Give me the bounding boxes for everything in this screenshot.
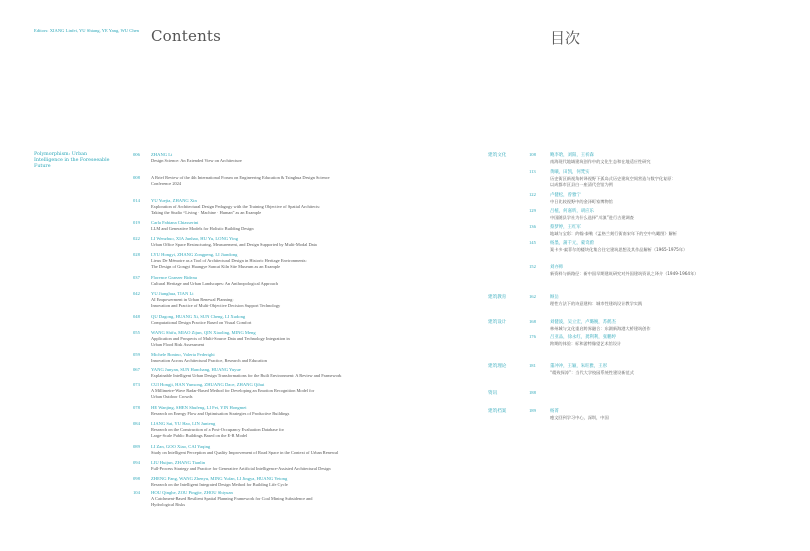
entry-title: A Brief Review of the 4th International Forum on Engineering Education & Tsinghua Design Science <box>151 175 330 180</box>
entry-authors: 鲍李晗，刘阳，王祈森 <box>550 153 594 158</box>
entry-page-number: 067 <box>133 367 140 372</box>
entry-authors: Florence Graezer Bideau <box>151 275 197 280</box>
entry-title: Urban Outdoor Crowds <box>151 393 193 399</box>
entry-title: Lieux De Mémoire as a Tool of Architectural Design in Historic Heritage Environments: <box>151 258 307 263</box>
entry-page-number: 181 <box>529 363 536 368</box>
entry-title: 中国随县学社为什么选择“川滇”进行古建调查 <box>550 214 634 220</box>
entry-title: LLM and Generative Models for Holistic Building Design <box>151 226 254 231</box>
entry-page-number: 084 <box>133 421 140 426</box>
entry-authors: YANG Junyan, SUN Hanchang, HUANG Yuyue <box>151 367 241 372</box>
entry-category: 建筑文化 <box>488 153 507 158</box>
entry-page-number: 037 <box>133 275 140 280</box>
page-title-zh: 目次 <box>550 29 581 47</box>
entry-page-number: 168 <box>529 319 536 324</box>
entry-authors: 刘亦师 <box>550 265 564 270</box>
entry-page-number: 055 <box>133 330 140 335</box>
entry-page-number: 019 <box>133 220 140 225</box>
entry-page-number: 089 <box>133 444 140 449</box>
entry-title: Explainable Intelligent Urban Design Transformations for the Built Environment: A Review and Framework <box>151 373 342 378</box>
entry-page-number: 073 <box>133 382 140 387</box>
entry-authors: 杨菁 <box>550 409 559 414</box>
entry-authors: LI Zan, GOO Xiao, CAI Yaqing <box>151 444 211 449</box>
entry-page-number: 145 <box>529 240 536 245</box>
entry-authors: WANG Shifu, MIAO Zijun, QIN Xiaoling, MING Meng <box>151 330 256 335</box>
entry-authors: LIANG Sai, YU Hao, LIN Junteng <box>151 421 216 426</box>
entry-category: 建筑档案 <box>488 409 507 414</box>
section-title-en: Polymorphism: Urban Intelligence in the Foreseeable Future <box>34 152 110 170</box>
entry-page-number: 108 <box>529 152 536 157</box>
entry-authors: CUI Hongji, HAN Yunsong, ZHUANG Dace, ZHANG Qihui <box>151 382 265 387</box>
entry-title: 跨期的体验：标和游特像望艺术馆设计 <box>550 340 622 346</box>
entry-page-number: 162 <box>529 294 536 299</box>
entry-page-number: 094 <box>133 460 140 465</box>
entry-authors: Carla Fabiana Chiasserini <box>151 220 199 225</box>
entry-title: Research on Energy Flow and Optimisation Strategies of Productive Buildings <box>151 411 290 416</box>
entry-authors: 蔡梦婷，王红军 <box>550 225 581 230</box>
entry-authors: 顾岳 <box>550 295 559 300</box>
entry-title: Design Science: An Extended View on Architecture <box>151 158 242 163</box>
entry-authors: ZHENG Fang, WANG Zhenyu, MING Yufan, LI Jingya, HUANG Yetong <box>151 476 288 481</box>
entry-page-number: 113 <box>529 169 536 174</box>
entry-title: 南海现代地域建筑创作中的文化生态和在地适应性研究 <box>550 158 651 164</box>
entry-category: 建筑设计 <box>488 320 507 325</box>
entry-title: Innovation Across Architectural Practice, Research and Education <box>151 358 267 363</box>
entry-title: 以成都市区县白一座清代会馆为例 <box>550 181 613 187</box>
entry-title: Research on the Construction of a Post-Occupancy Evaluation Database for <box>151 427 285 432</box>
entry-title: Hydrological Risks <box>151 501 186 507</box>
entry-title: Exploration of Architectural Design Pedagogy with the Training Objective of Spatial Architects: <box>151 204 321 209</box>
entry-title: 历史街区新视角转译视野下孤岛式历史建筑空间营造与数字化复原： <box>550 175 676 181</box>
entry-page-number: 129 <box>529 208 536 213</box>
entry-authors: ZHANG Li <box>151 152 173 157</box>
entry-authors: YU Jianghua, TIAN Li <box>151 291 194 296</box>
entry-title: Conference 2024 <box>151 180 182 186</box>
entry-authors: 刘健波，吴立宏，卢璐婉，苏鹤杰 <box>550 320 616 325</box>
page-title-en: Contents <box>151 27 222 45</box>
entry-authors: 吕植，何嘉昕，胡应乐 <box>550 209 594 214</box>
entry-title: Urban Flood Risk Assessment <box>151 341 205 347</box>
entry-title: 地域与宝彩：约翰·泰勒《孟格兰刻行街南宋年下的空中鸟瞰图》解析 <box>550 230 677 236</box>
entry-title: Research on the Intelligent Integrated Design Method for Building Life Cycle <box>151 482 288 487</box>
entry-page-number: 059 <box>133 352 140 357</box>
entry-authors: QU Dagong, HUANG Xi, SUN Cheng, LI Xudong <box>151 314 246 319</box>
entry-title: 理性方法下的诗意建构：城市性建筑设计教学实践 <box>550 300 643 306</box>
entry-title: “精致探涛”：当代大学校园系统性建设新范式 <box>550 369 634 375</box>
entry-title: Innovation and Practice of Multi-Objective Decision Support Technology <box>151 302 281 308</box>
entry-category: 建筑理论 <box>488 364 507 369</box>
entry-authors: YU Yuejia, ZHANG Xin <box>151 198 197 203</box>
entry-authors: 杨墨，蒲千元，蒙奇蔚 <box>550 241 594 246</box>
entry-page-number: 152 <box>529 264 536 269</box>
entry-page-number: 136 <box>529 224 536 229</box>
entry-authors: LI Wenzhuo, XIA Junhao, HU Yu, LONG Ying <box>151 236 238 241</box>
entry-page-number: 176 <box>529 334 536 339</box>
entry-title: Large-Scale Public Buildings Based on the E-R Model <box>151 432 248 438</box>
entry-title: 新资料与新路径：新中国早期建筑研究对外国建筑资讯之译介（1949-1964年） <box>550 270 699 276</box>
editors-line: Editors: XIANG Linfei, YU Shiang, YE Yang, WU Chen <box>34 28 139 33</box>
entry-category: 建筑教育 <box>488 295 507 300</box>
entry-title: AI Empowerment in Urban Renewal Planning: <box>151 297 234 302</box>
entry-title: 中日比较视野中的金泽町家博物馆 <box>550 198 613 204</box>
entry-page-number: 189 <box>529 408 536 413</box>
entry-page-number: 028 <box>133 252 140 257</box>
entry-authors: 吕亚品，徐永红，龚利利，张鹏婷 <box>550 335 616 340</box>
entry-title: Study on Intelligent Perception and Quality Improvement of Road Space in the Context of Urban Renewal <box>151 450 339 455</box>
entry-page-number: 042 <box>133 291 140 296</box>
entry-authors: 卢健松，曾雅宁 <box>550 193 581 198</box>
entry-title: 案卡多·索菲尔的楼块化集合住宅建筑思想及其作品解析（1965-1975年） <box>550 246 688 252</box>
entry-title: Computational Design Practice Based on Visual Comfort <box>151 320 252 325</box>
entry-page-number: 188 <box>529 390 536 395</box>
entry-page-number: 008 <box>133 175 140 180</box>
entry-title: A Catchment-Based Resilient Spatial Planning Framework for Coal Mining Subsidence and <box>151 496 313 501</box>
entry-page-number: 022 <box>133 236 140 241</box>
entry-authors: HOU Qinghe, ZOU Pingjie, ZHOU Shiyuan <box>151 490 233 495</box>
entry-page-number: 122 <box>529 192 536 197</box>
entry-title: Urban Office Space Restructuring, Measurement, and Design Supported by Multi-Modal Data <box>151 242 317 247</box>
entry-page-number: 078 <box>133 405 140 410</box>
entry-authors: LYU Hongyi, ZHANG Zongpeng, LI Jiandong <box>151 252 238 257</box>
entry-title: 林州城与文化重启跨界融合：东湖新海港大桥建筑创作 <box>550 325 651 331</box>
entry-page-number: 014 <box>133 198 140 203</box>
entry-title: A Millimetre-Wave Radar-Based Method for Developing an Emotion Recognition Model for <box>151 388 315 393</box>
entry-authors: 黄曦，田凯，何梵实 <box>550 170 590 175</box>
entry-page-number: 006 <box>133 152 140 157</box>
entry-authors: 董冲冲，王颖，朱旺雅，王彤 <box>550 364 608 369</box>
entry-authors: LIU Huijun, ZHANG Tianlin <box>151 460 206 465</box>
entry-title: Taking the Studio “Living · Machine · Human” as an Example <box>151 209 262 215</box>
entry-page-number: 104 <box>133 490 140 495</box>
entry-authors: HE Wanjing, SHEN Shufeng, LI Fei, YIN Hongmei <box>151 405 247 410</box>
entry-title: Cultural Heritage and Urban Landscapes: An Anthropological Approach <box>151 281 278 286</box>
entry-page-number: 048 <box>133 314 140 319</box>
entry-title: Application and Prospects of Multi-Source Data and Technology Integration in <box>151 336 290 341</box>
entry-title: 瘦文回到学习中心，深圳，中国 <box>550 414 609 420</box>
entry-category: 资讯 <box>488 391 498 396</box>
entry-page-number: 098 <box>133 476 140 481</box>
entry-authors: Michele Bonino, Valeria Federighi <box>151 352 215 357</box>
entry-title: Full-Process Strategy and Practice for Generative Artificial Intelligence-Assisted Architectural Design <box>151 466 331 471</box>
entry-title: The Design of Gongyi Huangye Sancai Kiln Site Museum as an Example <box>151 263 281 269</box>
